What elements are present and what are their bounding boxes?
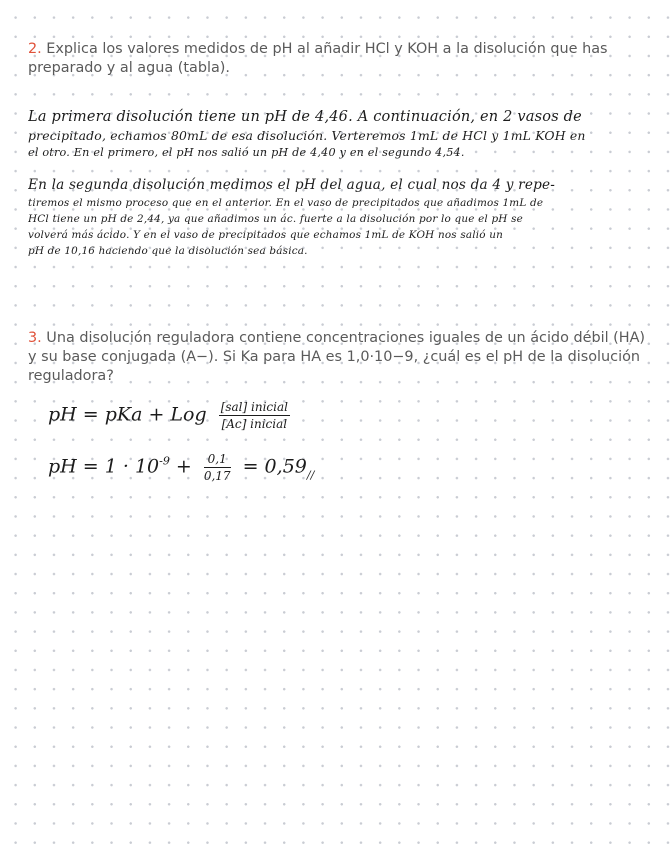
- fraction-numerator: 0,1: [204, 452, 231, 468]
- calc-fraction: [204, 452, 231, 483]
- handwritten-line: el otro. En el primero, el pH nos salió un pH de 4,40 y en el segundo 4,54.: [28, 146, 465, 159]
- formula-lhs: pH = pKa + Log: [48, 403, 207, 426]
- ph-calculation: [48, 452, 314, 483]
- handwritten-line: tiremos el mismo proceso que en el anterior. En el vaso de precipitados que añadimos 1mL de: [28, 197, 544, 209]
- calc-plus: +: [169, 455, 198, 478]
- question-3: [28, 329, 646, 386]
- formula-fraction: [219, 400, 290, 431]
- calc-lhs: pH = 1 · 10: [48, 455, 160, 478]
- handwritten-line: volverá más ácido. Y en el vaso de precipitados que echamos 1mL de KOH nos salió un: [28, 229, 504, 241]
- fraction-denominator: [Ac] inicial: [221, 417, 288, 431]
- handwritten-line: precipitado, echamos 80mL de esa disolución. Verteremos 1mL de HCl y 1mL KOH en: [28, 128, 586, 143]
- fraction-numerator: [sal] inicial: [220, 400, 288, 414]
- question-number: 2.: [28, 41, 42, 57]
- fraction-denominator: 0,17: [203, 469, 231, 483]
- handwritten-line: En la segunda disolución medimos el pH del agua, el cual nos da 4 y repe-: [28, 177, 556, 193]
- henderson-hasselbalch-formula: [48, 400, 296, 431]
- question-text: Explica los valores medidos de pH al añadir HCl y KOH a la disolución que has preparado y al agua (tabla).: [28, 41, 608, 76]
- answer-2-paragraph-2: [28, 176, 658, 259]
- handwritten-line: HCl tiene un pH de 2,44, ya que añadimos un ác. fuerte a la disolución por lo que el pH se: [28, 213, 523, 225]
- handwritten-line: La primera disolución tiene un pH de 4,46. A continuación, en 2 vasos de: [28, 109, 582, 125]
- handwritten-line: pH de 10,16 haciendo que la disolución sea básica.: [28, 245, 308, 257]
- answer-2-paragraph-1: [28, 108, 658, 161]
- question-2: [28, 40, 646, 78]
- calc-result: = 0,59: [236, 455, 307, 478]
- calc-exponent: -9: [159, 454, 170, 468]
- question-number: 3.: [28, 330, 42, 346]
- result-tick: //: [306, 468, 315, 482]
- question-text: Una disolución reguladora contiene concentraciones iguales de un ácido débil (HA) y su base conjugada (A−). Si Ka para HA es 1,0·10−9, ¿cuál es el pH de la disolución reguladora?: [28, 330, 646, 384]
